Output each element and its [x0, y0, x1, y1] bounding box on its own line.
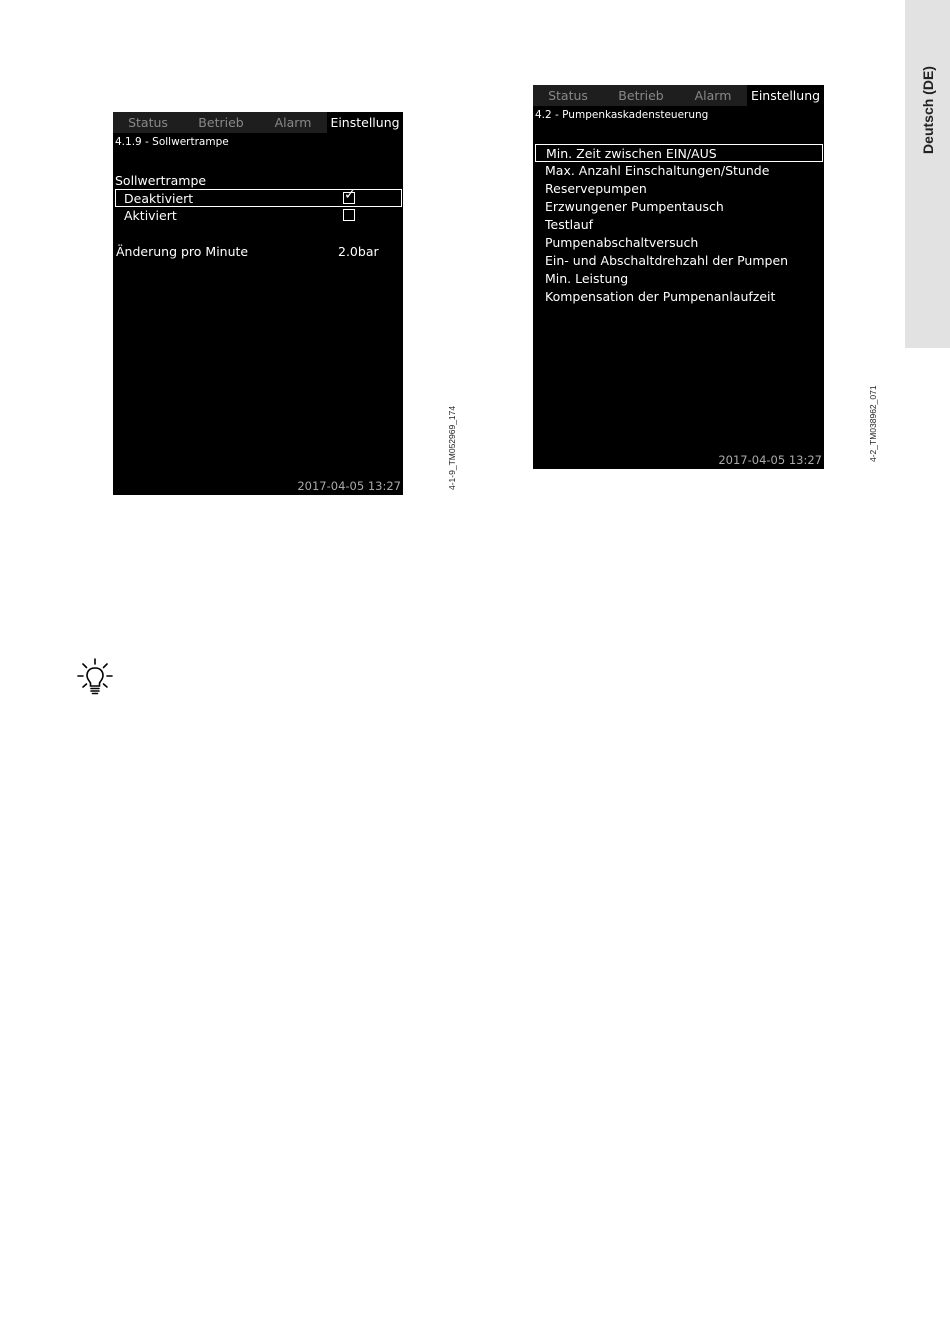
- tab-betrieb[interactable]: Betrieb: [603, 85, 679, 106]
- menu-item-min-leistung[interactable]: Min. Leistung: [545, 271, 629, 286]
- menu-item-pumpentausch[interactable]: Erzwungener Pumpentausch: [545, 199, 724, 214]
- display-screen-pump-cascade: [533, 85, 824, 469]
- menu-item-abschaltversuch[interactable]: Pumpenabschaltversuch: [545, 235, 699, 250]
- section-label: Sollwertrampe: [115, 173, 207, 188]
- tab-alarm[interactable]: Alarm: [679, 85, 747, 106]
- checkbox-deaktiviert[interactable]: [343, 187, 356, 204]
- figure-id-left: 4-1-9_TM052969_174: [447, 405, 457, 490]
- display-screen-setpoint-ramp: [113, 112, 403, 495]
- menu-item-testlauf[interactable]: Testlauf: [545, 217, 594, 232]
- option-label: Aktiviert: [124, 208, 177, 223]
- tab-betrieb[interactable]: Betrieb: [183, 112, 259, 133]
- tab-status[interactable]: Status: [533, 85, 603, 106]
- tab-einstellung[interactable]: Einstellung: [747, 85, 824, 106]
- tab-status[interactable]: Status: [113, 112, 183, 133]
- language-side-tab: [905, 0, 950, 348]
- menu-item-reservepumpen[interactable]: Reservepumpen: [545, 181, 647, 196]
- timestamp: 2017-04-05 13:27: [718, 453, 822, 467]
- menu-item-min-zeit[interactable]: [535, 144, 823, 162]
- lightbulb-tip-icon: [76, 657, 114, 697]
- checkbox-aktiviert[interactable]: [343, 209, 355, 221]
- tab-einstellung[interactable]: Einstellung: [327, 112, 403, 133]
- tab-alarm[interactable]: Alarm: [259, 112, 327, 133]
- checkmark-icon: ✓: [344, 187, 356, 203]
- menu-tabs: [533, 85, 824, 106]
- option-aktiviert[interactable]: [124, 207, 177, 225]
- change-per-minute-value[interactable]: 2.0bar: [338, 244, 379, 259]
- option-deaktiviert[interactable]: [115, 189, 402, 207]
- timestamp: 2017-04-05 13:27: [297, 479, 401, 493]
- menu-item-max-einschaltungen[interactable]: Max. Anzahl Einschaltungen/Stunde: [545, 163, 770, 178]
- language-label: Deutsch (DE): [919, 66, 936, 154]
- change-per-minute-label: Änderung pro Minute: [116, 244, 249, 259]
- menu-item-label: Min. Zeit zwischen EIN/AUS: [546, 146, 717, 161]
- figure-id-right: 4-2_TM038962_071: [868, 385, 878, 462]
- option-label: Deaktiviert: [124, 191, 194, 206]
- menu-item-anlaufzeit[interactable]: Kompensation der Pumpenanlaufzeit: [545, 289, 776, 304]
- menu-title: 4.2 - Pumpenkaskadensteuerung: [535, 109, 709, 121]
- menu-item-drehzahl[interactable]: Ein- und Abschaltdrehzahl der Pumpen: [545, 253, 789, 268]
- menu-title: 4.1.9 - Sollwertrampe: [115, 136, 229, 148]
- menu-tabs: [113, 112, 403, 133]
